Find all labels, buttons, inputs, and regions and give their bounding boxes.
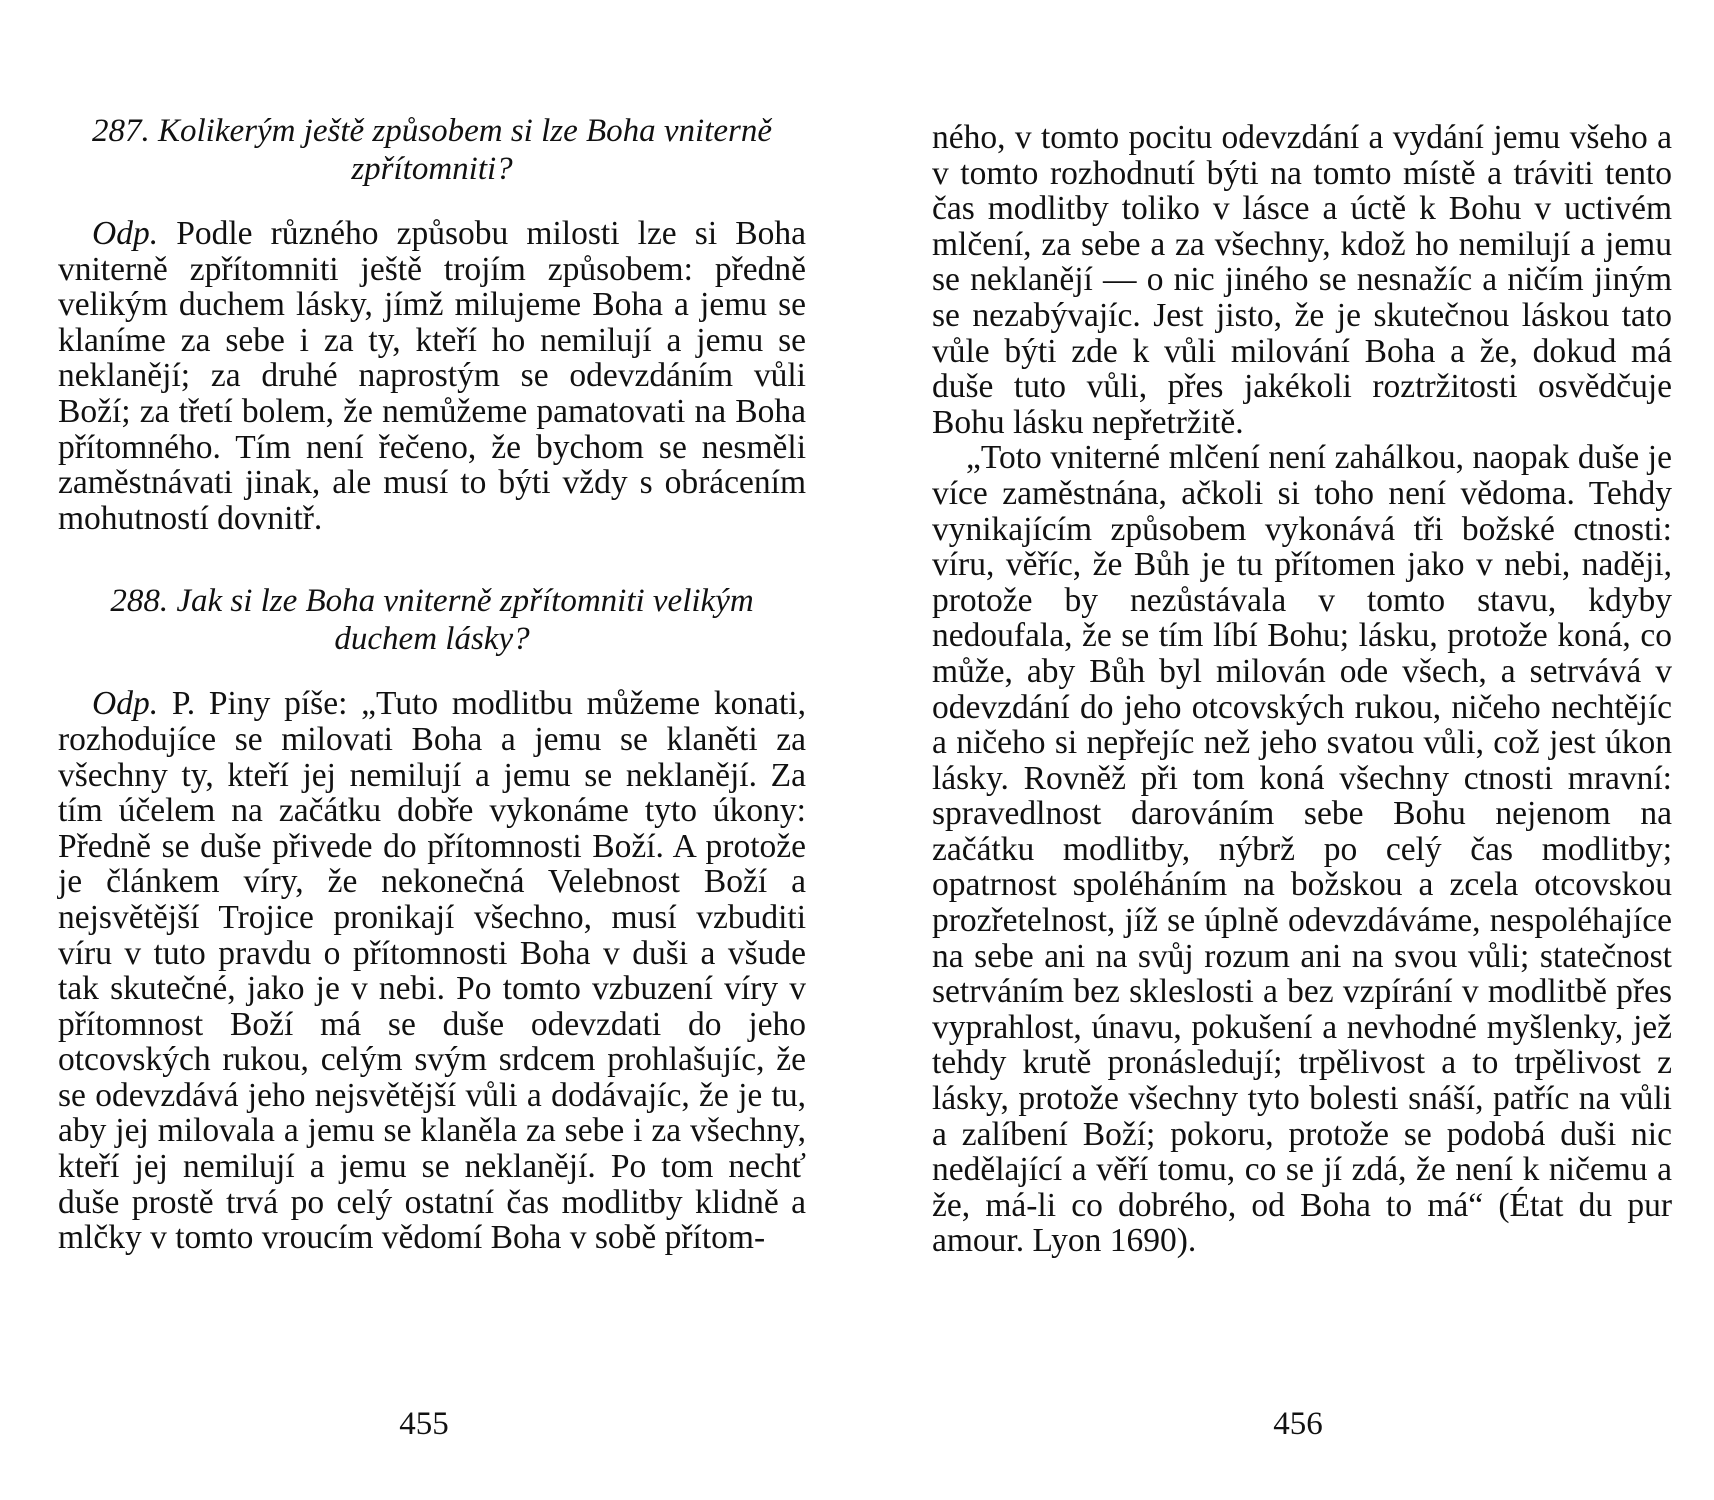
question-288-heading: 288. Jak si lze Boha vniterně zpřítomniti velikým duchem lásky? [110, 583, 754, 658]
answer-label: Odp. [92, 215, 159, 252]
continued-paragraph: ného, v tomto pocitu odevzdání a vydání jemu všeho a v tomto rozhodnutí býti na tomto místě a tráviti tento čas modlitby toliko v lásce a úctě k Bohu v uctivém mlčení, za sebe a za všechny, kdož ho nemilují a jemu se neklanějí — o nic jiného se nesnažíc a ničím jiným se nezabývajíc. Jest jisto, že je skutečnou láskou tato vůle býti zde k vůli milování Boha a že, dokud má duše tuto vůli, přes jakékoli roztržitosti osvědčuje Bohu lásku nepřetržitě. [932, 119, 1672, 441]
left-page [58, 112, 806, 1422]
answer-287-paragraph [58, 216, 806, 536]
page-number-left: 455 [399, 1406, 449, 1442]
answer-288-paragraph [58, 686, 806, 1256]
page-number-right: 456 [1273, 1406, 1323, 1442]
answer-label: Odp. [92, 685, 159, 723]
question-287-heading: 287. Kolikerým ještě způsobem si lze Boha vniterně zpřítomniti? [91, 113, 773, 187]
answer-287-text: Podle různého způsobu milosti lze si Boha vniterně zpřítomniti ještě trojím způsobem: předně velikým duchem lásky, jímž milujeme Boha a jemu se klaníme za sebe i za ty, kteří ho nemilují a jemu se neklanějí; za druhé naprostým se odevzdáním vůli Boží; za třetí bolem, že nemůžeme pamatovati na Boha přítomného. Tím není řečeno, že bychom se nesměli zaměstnávati jinak, ale musí to býti vždy s obrácením mohutností dovnitř. [58, 215, 806, 537]
right-page [932, 120, 1672, 1430]
quote-paragraph: „Toto vniterné mlčení není zahálkou, naopak duše je více zaměstnána, ačkoli si toho není vědoma. Tehdy vynikajícím způsobem vykonává tři božské ctnosti: víru, věříc, že Bůh je tu přítomen jako v nebi, naději, protože by nezůstávala v tomto stavu, kdyby nedoufala, že se tím líbí Bohu; lásku, protože koná, co může, aby Bůh byl milován ode všech, a setrvává v odevzdání do jeho otcovských rukou, ničeho nechtějíc a ničeho si nepřejíc než jeho svatou vůli, což jest úkon lásky. Rovněž při tom koná všechny ctnosti mravní: spravedlnost darováním sebe Bohu nejenom na začátku modlitby, nýbrž po celý čas modlitby; opatrnost spoléháním na božskou a zcela otcovskou prozřetelnost, jíž se úplně odevzdáváme, nespoléhajíce na sebe ani na svůj rozum ani na svou vůli; statečnost setrváním bez skleslosti a bez vzpírání v modlitbě přes vyprahlost, únavu, pokušení a nevhodné myšlenky, jež tehdy krutě pronásledují; trpělivost a to trpělivost z lásky, protože všechny tyto bolesti snáší, patříc na vůli a zalíbení Boží; pokoru, protože se podobá duši nic nedělající a věří tomu, co se jí zdá, že není k ničemu a že, má-li co dobrého, od Boha to má“ (État du pur amour. Lyon 1690). [932, 439, 1672, 1260]
answer-288-text: P. Piny píše: „Tuto modlitbu můžeme konati, rozhodujíce se milovati Boha a jemu se klaněti za všechny ty, kteří jej nemilují a jemu se neklanějí. Za tím účelem na začátku dobře vykonáme tyto úkony: Předně se duše přivede do přítomnosti Boží. A protože je článkem víry, že nekonečná Velebnost Boží a nejsvětější Trojice pronikají všechno, musí vzbuditi víru v tuto pravdu o přítomnosti Boha v duši a všude tak skutečné, jako je v nebi. Po tomto vzbuzení víry v přítomnost Boží má se duše odevzdati do jeho otcovských rukou, celým svým srdcem prohlašujíc, že se odevzdává jeho nejsvětější vůli a dodávajíc, že je tu, aby jej milovala a jemu se klaněla za sebe i za všechny, kteří jej nemilují a jemu se neklanějí. Po tom nechť duše prostě trvá po celý ostatní čas modlitby klidně a mlčky v tomto vroucím vědomí Boha v sobě přítom- [58, 685, 806, 1257]
